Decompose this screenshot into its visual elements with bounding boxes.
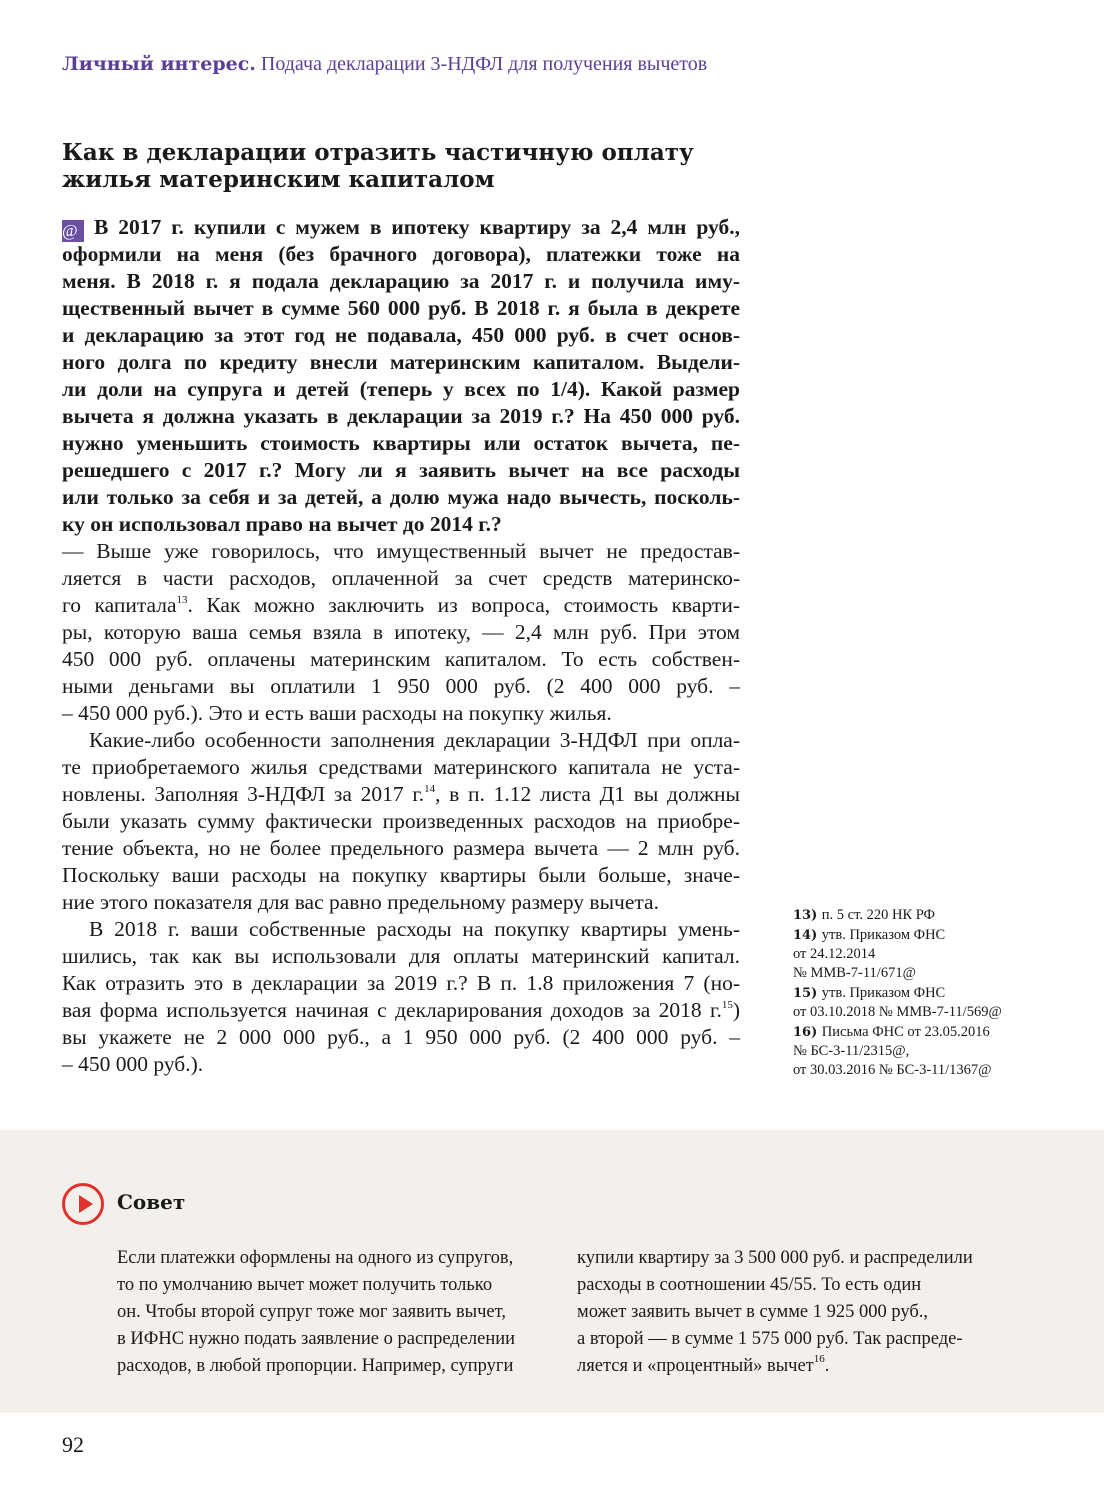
tip-line: Если платежки оформлены на одного из супругов,: [117, 1248, 514, 1268]
answer-line: 450 000 руб. оплачены материнским капиталом. То есть собствен-: [62, 647, 740, 671]
answer-line: го капитала$^{13}$. Как можно заключить из вопроса, стоимость кварти-: [62, 593, 740, 617]
tip-line: купили квартиру за 3 500 000 руб. и распределили: [577, 1248, 973, 1268]
question-line: щественный вычет в сумме 560 000 руб. В 2018 г. я была в декрете: [62, 296, 740, 320]
answer-line: тение объекта, но не более предельного размера вычета — 2 млн руб.: [62, 836, 740, 860]
footnote-number: 16): [793, 1025, 822, 1040]
running-head: [62, 53, 707, 76]
question-line: меня. В 2018 г. я подала декларацию за 2017 г. и получила иму-: [62, 269, 740, 293]
answer-line: ными деньгами вы оплатили 1 950 000 руб. (2 400 000 руб. –: [62, 674, 740, 698]
question-line: решедшего с 2017 г.? Могу ли я заявить вычет на все расходы: [62, 458, 740, 482]
answer-line: Какие-либо особенности заполнения декларации 3-НДФЛ при опла-: [89, 728, 740, 752]
footnote-ref[interactable]: 14: [424, 783, 436, 795]
answer-line: новлены. Заполняя 3-НДФЛ за 2017 г.$^{14}$, в п. 1.12 листа Д1 вы должны: [62, 782, 740, 806]
page-number: 92: [62, 1432, 84, 1457]
answer-line: — Выше уже говорилось, что имущественный вычет не предостав-: [62, 539, 740, 563]
answer-line: В 2018 г. ваши собственные расходы на покупку квартиры умень-: [89, 917, 740, 941]
title-line: Как в декларации отразить частичную оплату: [62, 139, 694, 166]
footnote-line: от 24.12.2014: [793, 946, 876, 962]
footnote-number: 14): [793, 928, 822, 943]
question-line: оформили на меня (без брачного договора), платежки тоже на: [62, 242, 740, 266]
title-line: жилья материнским капиталом: [62, 166, 495, 193]
question-at-icon: @: [62, 220, 84, 242]
answer-line: ляется в части расходов, оплаченной за счет средств материнско-: [62, 566, 740, 590]
answer-line: – 450 000 руб.). Это и есть ваши расходы на покупку жилья.: [62, 701, 612, 725]
answer-line: шились, так как вы использовали для оплаты материнский капитал.: [62, 944, 740, 968]
tip-line: то по умолчанию вычет может получить только: [117, 1275, 493, 1295]
answer-line: были указать сумму фактически произведенных расходов на приобре-: [62, 809, 740, 833]
question-line: вычета я должна указать в декларации за 2019 г.? На 450 000 руб.: [62, 404, 740, 428]
tip-line: расходов, в любой пропорции. Например, супруги: [117, 1356, 514, 1376]
question-line: или только за себя и за детей, а долю мужа надо вычесть, посколь-: [62, 485, 740, 509]
footnote-ref[interactable]: 13: [176, 594, 188, 606]
running-head-section: Личный интерес.: [62, 53, 256, 75]
footnote-line: № ММВ-7-11/671@: [793, 965, 916, 981]
footnote: [793, 906, 1033, 925]
article-title: [62, 139, 694, 193]
footnote-line: № БС-3-11/2315@,: [793, 1043, 910, 1059]
article-body: [62, 214, 740, 1078]
footnote-ref[interactable]: 16: [813, 1353, 825, 1365]
play-circle-icon: [62, 1183, 104, 1225]
question-line: @ В 2017 г. купили с мужем в ипотеку квартиру за 2,4 млн руб.,: [62, 215, 740, 240]
footnote: [793, 984, 1033, 1022]
question-line: нужно уменьшить стоимость квартиры или остаток вычета, пе-: [62, 431, 740, 455]
tip-title: Совет: [117, 1190, 186, 1214]
tip-line: в ИФНС нужно подать заявление о распределении: [117, 1329, 516, 1349]
footnote-ref[interactable]: 15: [721, 999, 733, 1011]
footnote-line: от 03.10.2018 № ММВ-7-11/569@: [793, 1004, 1002, 1020]
answer-line: ние этого показателя для вас равно предельному размеру вычета.: [62, 890, 659, 914]
question-line: ного долга по кредиту внесли материнским капиталом. Выдели-: [62, 350, 740, 374]
question-line: ли доли на супруга и детей (теперь у всех по 1/4). Какой размер: [62, 377, 740, 401]
answer-line: те приобретаемого жилья средствами материнского капитала не уста-: [62, 755, 740, 779]
tip-line: ляется и «процентный» вычет$^{16}$.: [577, 1353, 830, 1376]
footnote-line: от 30.03.2016 № БС-3-11/1367@: [793, 1062, 992, 1078]
footnote-number: 13): [793, 908, 822, 923]
answer-line: – 450 000 руб.).: [62, 1052, 204, 1076]
question-line: ку он использовал право на вычет до 2014 г.?: [62, 512, 502, 536]
running-head-subtitle: Подача декларации 3-НДФЛ для получения вычетов: [260, 53, 708, 75]
tip-column-right: [577, 1245, 1009, 1380]
answer-line: вы укажете не 2 000 000 руб., а 1 950 000 руб. (2 400 000 руб. –: [62, 1025, 740, 1049]
tip-line: а второй — в сумме 1 575 000 руб. Так распреде-: [577, 1329, 963, 1349]
tip-line: расходы в соотношении 45/55. То есть один: [577, 1275, 922, 1295]
answer-line: Поскольку ваши расходы на покупку квартиры были больше, значе-: [62, 863, 740, 887]
answer-line: ры, которую ваша семья взяла в ипотеку, — 2,4 млн руб. При этом: [62, 620, 740, 644]
footnote-line: 16) Письма ФНС от 23.05.2016: [793, 1024, 990, 1040]
footnote-line: 14) утв. Приказом ФНС: [793, 927, 946, 943]
answer-line: Как отразить это в декларации за 2019 г.? В п. 1.8 приложения 7 (но-: [62, 971, 740, 995]
tip-line: он. Чтобы второй супруг тоже мог заявить вычет,: [117, 1302, 506, 1322]
footnote-line: 15) утв. Приказом ФНС: [793, 985, 946, 1001]
tip-line: может заявить вычет в сумме 1 925 000 руб.,: [577, 1302, 929, 1322]
footnote: [793, 926, 1033, 983]
footnotes: [793, 906, 1033, 1081]
question-line: и декларацию за этот год не подавала, 450 000 руб. в счет основ-: [62, 323, 740, 347]
footnote-number: 15): [793, 986, 822, 1001]
answer-line: вая форма используется начиная с декларирования доходов за 2018 г.$^{15}$): [62, 998, 740, 1022]
footnote: [793, 1023, 1033, 1080]
footnote-line: 13) п. 5 ст. 220 НК РФ: [793, 907, 936, 923]
tip-column-left: [117, 1245, 549, 1380]
